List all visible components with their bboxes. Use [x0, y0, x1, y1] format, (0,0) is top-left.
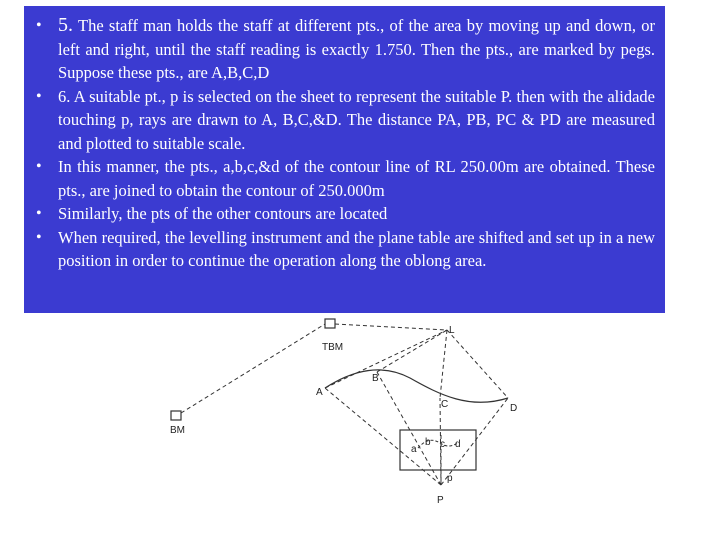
bullet-icon: •: [36, 228, 42, 246]
point-d-lower-label: d: [455, 439, 461, 450]
bullet-icon: •: [36, 87, 42, 105]
sight-line: [447, 330, 508, 398]
tbm-label: TBM: [322, 342, 344, 353]
bullet-item: [34, 202, 655, 226]
sight-line: [441, 398, 508, 485]
bullet-icon: •: [36, 17, 42, 34]
point-c-label: C: [441, 399, 449, 410]
bullet-text: When required, the levelling instrument and the plane table are shifted and set up in a new position in order to continue the operation along the oblong area.: [58, 227, 655, 270]
point-d-label: D: [510, 403, 518, 414]
plotted-contour: [418, 440, 458, 448]
bullet-item: [34, 155, 655, 202]
point-p-lower-label: p: [447, 473, 453, 484]
contour-survey-diagram: [150, 315, 540, 515]
point-b-label: B: [372, 373, 379, 384]
bullet-lead: 5.: [58, 14, 73, 36]
bullet-icon: •: [36, 205, 42, 222]
sight-line: [440, 330, 447, 398]
bullet-list: [24, 6, 665, 273]
point-a-label: A: [316, 387, 323, 398]
point-b-lower-label: b: [425, 437, 431, 448]
point-a-lower-label: a: [411, 444, 417, 455]
point-p-upper-label: P: [437, 495, 444, 506]
bm-label: BM: [170, 425, 185, 436]
bullet-item: [34, 85, 655, 156]
sight-line: [377, 330, 447, 372]
bullet-text: Similarly, the pts of the other contours are located: [58, 204, 388, 223]
bm-station-icon: [171, 411, 181, 420]
sight-lines: [181, 324, 508, 485]
point-c-lower-label: c: [440, 439, 445, 450]
bullet-icon: •: [36, 158, 42, 175]
sight-line: [325, 330, 447, 388]
contour-line: [325, 370, 508, 402]
sight-line: [335, 324, 447, 330]
text-panel: [24, 6, 665, 313]
bullet-item: [34, 14, 655, 85]
tbm-station-icon: [325, 319, 335, 328]
sight-line: [181, 324, 325, 413]
bullet-item: [34, 226, 655, 273]
bullet-text: The staff man holds the staff at different pts., of the area by moving up and down, or left and right, until the staff reading is exactly 1.750. Then the pts., are marked by pegs. Suppose these pts., are A,B,C,D: [58, 16, 655, 82]
bullet-text: 6. A suitable pt., p is selected on the sheet to represent the suitable P. then with the alidade touching p, rays are drawn to A, B,C,&D. The distance PA, PB, PC & PD are measured and plotted to suitable scale.: [58, 86, 655, 153]
bullet-text: In this manner, the pts., a,b,c,&d of the contour line of RL 250.00m are obtained. These pts., are joined to obtain the contour of 250.000m: [58, 157, 655, 200]
l-label: L: [449, 325, 455, 336]
